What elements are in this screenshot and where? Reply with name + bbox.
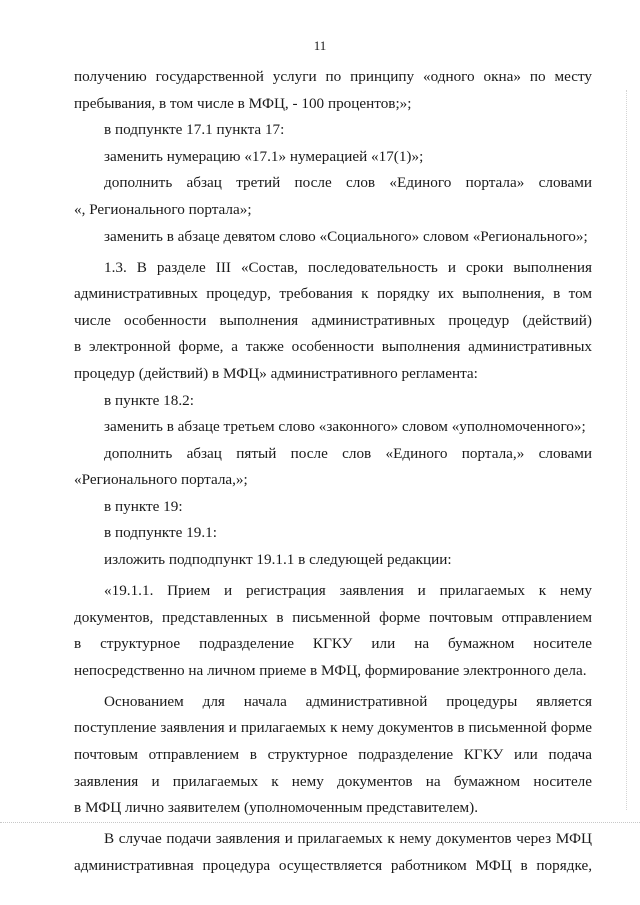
scan-fold-line — [0, 822, 640, 823]
text-line: в подпункте 19.1: — [104, 524, 217, 542]
text-line: заменить в абзаце третьем слово «законного» словом «уполномоченного»; — [104, 418, 586, 436]
text-line: заменить в абзаце девятом слово «Социального» словом «Регионального»; — [104, 227, 588, 245]
text-line: поступление заявления и прилагаемых к нему документов в письменной форме — [74, 719, 592, 737]
text-line: в структурное подразделение КГКУ или на бумажном носителе — [74, 635, 592, 653]
text-line: заменить нумерацию «17.1» нумерацией «17(1)»; — [104, 147, 424, 165]
text-line: в пункте 19: — [104, 497, 183, 515]
text-line: Основанием для начала административной процедуры является — [104, 692, 592, 710]
text-line: получению государственной услуги по принципу «одного окна» по месту — [74, 68, 592, 85]
text-line: документов, представленных в письменной форме почтовым отправлением — [74, 608, 592, 626]
text-line: «19.1.1. Прием и регистрация заявления и прилагаемых к нему — [104, 582, 592, 600]
text-line: дополнить абзац третий после слов «Единого портала» словами — [104, 174, 592, 192]
text-line: процедур (действий) в МФЦ» административного регламента: — [74, 364, 478, 382]
text-line: административных процедур, требования к порядку их выполнения, в том — [74, 285, 592, 303]
text-line: пребывания, в том числе в МФЦ, - 100 процентов;»; — [74, 94, 412, 112]
text-line: «, Регионального портала»; — [74, 200, 252, 218]
text-line: 1.3. В разделе III «Состав, последовательность и сроки выполнения — [104, 258, 592, 276]
text-line: дополнить абзац пятый после слов «Единого портала,» словами — [104, 444, 592, 462]
text-line: в подпункте 17.1 пункта 17: — [104, 121, 285, 139]
text-line: в МФЦ лично заявителем (уполномоченным представителем). — [74, 799, 479, 817]
text-line: заявления и прилагаемых к нему документов на бумажном носителе — [74, 772, 592, 790]
document-body — [74, 64, 592, 879]
text-line: числе особенности выполнения административных процедур (действий) — [74, 311, 592, 329]
text-line: В случае подачи заявления и прилагаемых к нему документов через МФЦ — [104, 830, 592, 848]
text-line: в электронной форме, а также особенности выполнения административных — [74, 338, 592, 356]
text-line: изложить подподпункт 19.1.1 в следующей редакции: — [104, 551, 452, 569]
page-number: 11 — [313, 38, 327, 53]
text-line: почтовым отправлением в структурное подразделение КГКУ или подача — [74, 746, 592, 764]
scan-edge-line — [626, 90, 627, 810]
text-line: «Регионального портала,»; — [74, 471, 248, 489]
text-line: административная процедура осуществляется работником МФЦ в порядке, — [74, 856, 592, 874]
text-line: непосредственно на личном приеме в МФЦ, формирование электронного дела. — [74, 661, 587, 679]
text-line: в пункте 18.2: — [104, 391, 194, 409]
